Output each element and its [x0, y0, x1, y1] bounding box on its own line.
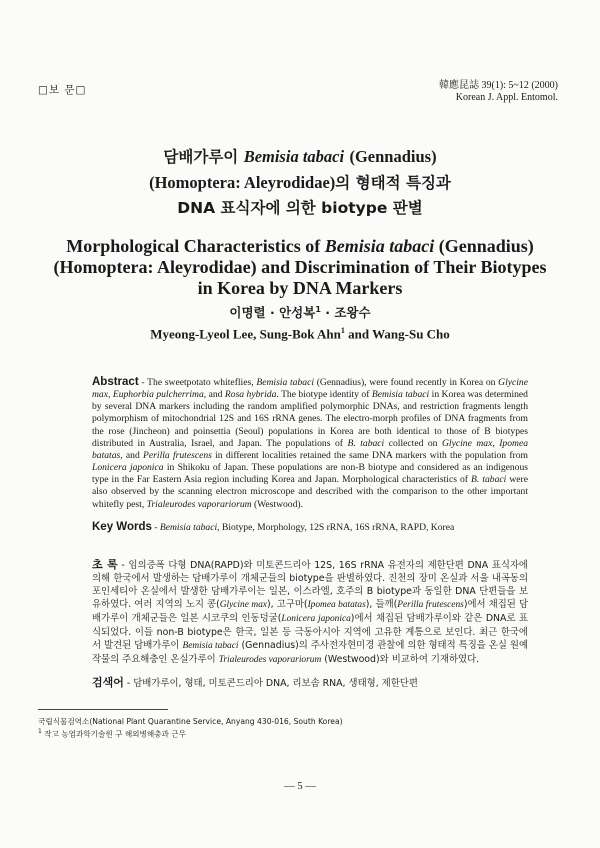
abstract-text: and: [122, 449, 144, 461]
korean-title-line-3: DNA 표식자에 의한 biotype 판별: [177, 199, 423, 217]
species-name: Bemisia tabaci: [159, 522, 218, 533]
keywords: [92, 521, 528, 534]
journal-citation: 韓應昆誌 39(1): 5~12 (2000): [438, 80, 558, 91]
page-number: — 5 —: [284, 781, 316, 792]
abstract: [92, 376, 528, 511]
korean-abstract-text: (Westwood)와 비교하여 기재하였다.: [321, 654, 480, 665]
abstract-text: were also observed by the scanning electron microscope and described with the comparison to the other important whitefly pest,: [92, 474, 528, 510]
footnote-divider: [38, 709, 168, 710]
species-name: Trialeurodes vaporariorum: [218, 655, 322, 665]
species-name: Perilla frutescens: [143, 449, 212, 461]
species-name: Lonicera japonica: [281, 614, 351, 624]
abstract-label: Abstract: [92, 376, 139, 388]
korean-abstract-text: )에서 채집된 담배가루이와 같은 DNA로 표식되었다. 이들 non-B biotype은 한국, 일본 등 극동아시아 지역에 고유한 계통으로 보인다. 최근 한국에서 발견된 담배가루이: [92, 613, 528, 651]
korean-keywords-label: 검색어: [92, 676, 124, 689]
article-type-label: □보 문□: [38, 84, 87, 96]
korean-title-line-1: [60, 144, 540, 170]
korean-abstract-text: (Gennadius)의 주사전자현미경 관찰에 의한 형태적 특징을 온실 원예작물의 주요해충인 온실가루이: [92, 640, 529, 665]
korean-abstract: [92, 558, 528, 667]
journal-header: [439, 80, 558, 104]
abstract-text: and: [206, 389, 225, 401]
abstract-text: in Korea was determined by several DNA markers including the random amplified polymorphic DNAs, and restriction fragments length polymorphism of mitochondrial 12S and 16S rRNA genes. The electro-morph profiles of DNA fragments from the rose (Jincheon) and poinsettia (Seoul) populations in Korea are both identical to those of B biotypes distributed in Australia, Israel, and Japan. The populations of: [92, 389, 528, 449]
species-name: Glycine max, Ipomea batatas,: [92, 437, 529, 461]
english-title-line-2: (Homoptera: Aleyrodidae) and Discrimination of Their Biotypes: [53, 257, 547, 277]
korean-title: [60, 144, 540, 221]
korean-abstract-text: - 임의증폭 다형 DNA(RAPD)와 미토콘드리아 12S, 16S rRNA 유전자의 제한단편 DNA 표식자에 의해 한국에서 발생하는 담배가루이 개체군들의 biotype을 판별하였다. 진천의 장미 온실과 서울 내곡동의 포인세티아 온실에서 발생한 담배가루이는 일본, 이스라엘, 호주의 B biotype과 동일한 DNA 단편들을 보유하였다. 여러 지역의 노지 콩(: [92, 560, 528, 610]
title-text: (Gennadius): [434, 236, 534, 256]
korean-abstract-text: )에서 채집된 담배가루이 개체군들은 일본 시코쿠의 인동덩굴(: [92, 599, 529, 624]
english-title-line-3: in Korea by DNA Markers: [197, 278, 403, 298]
species-name: Lonicera japonica: [92, 462, 164, 474]
species-name: Glycine max: [219, 600, 267, 610]
author-names: and Wang-Su Cho: [344, 326, 450, 342]
english-title: [45, 236, 555, 299]
title-text: (Gennadius): [349, 147, 437, 166]
english-title-line-1: [45, 236, 555, 257]
species-name: B. tabaci: [347, 437, 385, 449]
abstract-text: in different localities retained the same DNA markers with the population from: [211, 449, 528, 461]
species-name: Bemisia tabaci: [243, 147, 345, 166]
keywords-text: , Biotype, Morphology, 12S rRNA, 16S rRNA, RAPD, Korea: [217, 522, 455, 533]
footnote-note: [38, 728, 186, 740]
species-name: B. tabaci: [471, 474, 507, 486]
title-text: 담배가루이: [163, 148, 239, 166]
abstract-text: (Westwood).: [251, 498, 303, 510]
species-name: Rosa hybrida: [224, 389, 277, 401]
abstract-text: (Gennadius), were found recently in Korea on: [314, 377, 499, 388]
korean-keywords: [92, 676, 528, 690]
species-name: Perilla frutescens: [397, 600, 464, 610]
title-text: (Homoptera: Aleyrodidae): [149, 173, 336, 192]
species-name: Glycine max, Euphorbia pulcherrima,: [92, 377, 528, 401]
abstract-text: in Shikoku of Japan. These populations are non-B biotype and considered as an indigenous type in the Far Eastern Asia region including Korea and Japan. Morphological characteristics of: [92, 462, 528, 486]
abstract-text: collected on: [384, 437, 442, 449]
author-names: Myeong-Lyeol Lee, Sung-Bok Ahn: [150, 326, 341, 342]
journal-name: Korean J. Appl. Entomol.: [455, 92, 558, 103]
footnote-text: 작고 농업과학기술원 구 해외병해충과 근무: [41, 729, 186, 739]
species-name: Bemisia tabaci: [182, 641, 239, 651]
keywords-dash: -: [151, 522, 160, 533]
keywords-label: Key Words: [92, 521, 152, 533]
affiliation-mark: 1: [340, 326, 345, 335]
abstract-text: - The sweetpotato whiteflies,: [138, 377, 257, 388]
affiliation-mark: 1: [38, 728, 42, 735]
authors-korean: [0, 303, 600, 321]
title-text: 의 형태적 특징과: [335, 174, 451, 192]
affiliation-mark: 1: [315, 304, 321, 314]
species-name: Trialeurodes vaporariorum: [146, 498, 252, 510]
korean-abstract-text: ), 고구마(: [266, 599, 308, 610]
species-name: Bemisia tabaci: [256, 377, 314, 388]
abstract-text: . The biotype identity of: [276, 389, 372, 401]
author-names: · 조왕수: [320, 305, 371, 320]
korean-abstract-label: 초 록: [92, 558, 118, 571]
author-names: 이명렬 · 안성복: [229, 305, 316, 320]
korean-abstract-text: ), 들깨(: [365, 599, 398, 610]
title-text: Morphological Characteristics of: [66, 236, 325, 256]
species-name: Bemisia tabaci: [371, 389, 430, 401]
species-name: Ipomea batatas: [307, 600, 366, 610]
korean-title-line-2: [60, 170, 540, 196]
authors-english: [0, 326, 600, 342]
footnote-affiliation: 국립식물검역소(National Plant Quarantine Service, Anyang 430-016, South Korea): [38, 717, 343, 726]
korean-keywords-text: - 담배가루이, 형태, 미토콘드리아 DNA, 리보솜 RNA, 생태형, 제한단편: [123, 678, 418, 689]
species-name: Bemisia tabaci: [324, 236, 435, 256]
